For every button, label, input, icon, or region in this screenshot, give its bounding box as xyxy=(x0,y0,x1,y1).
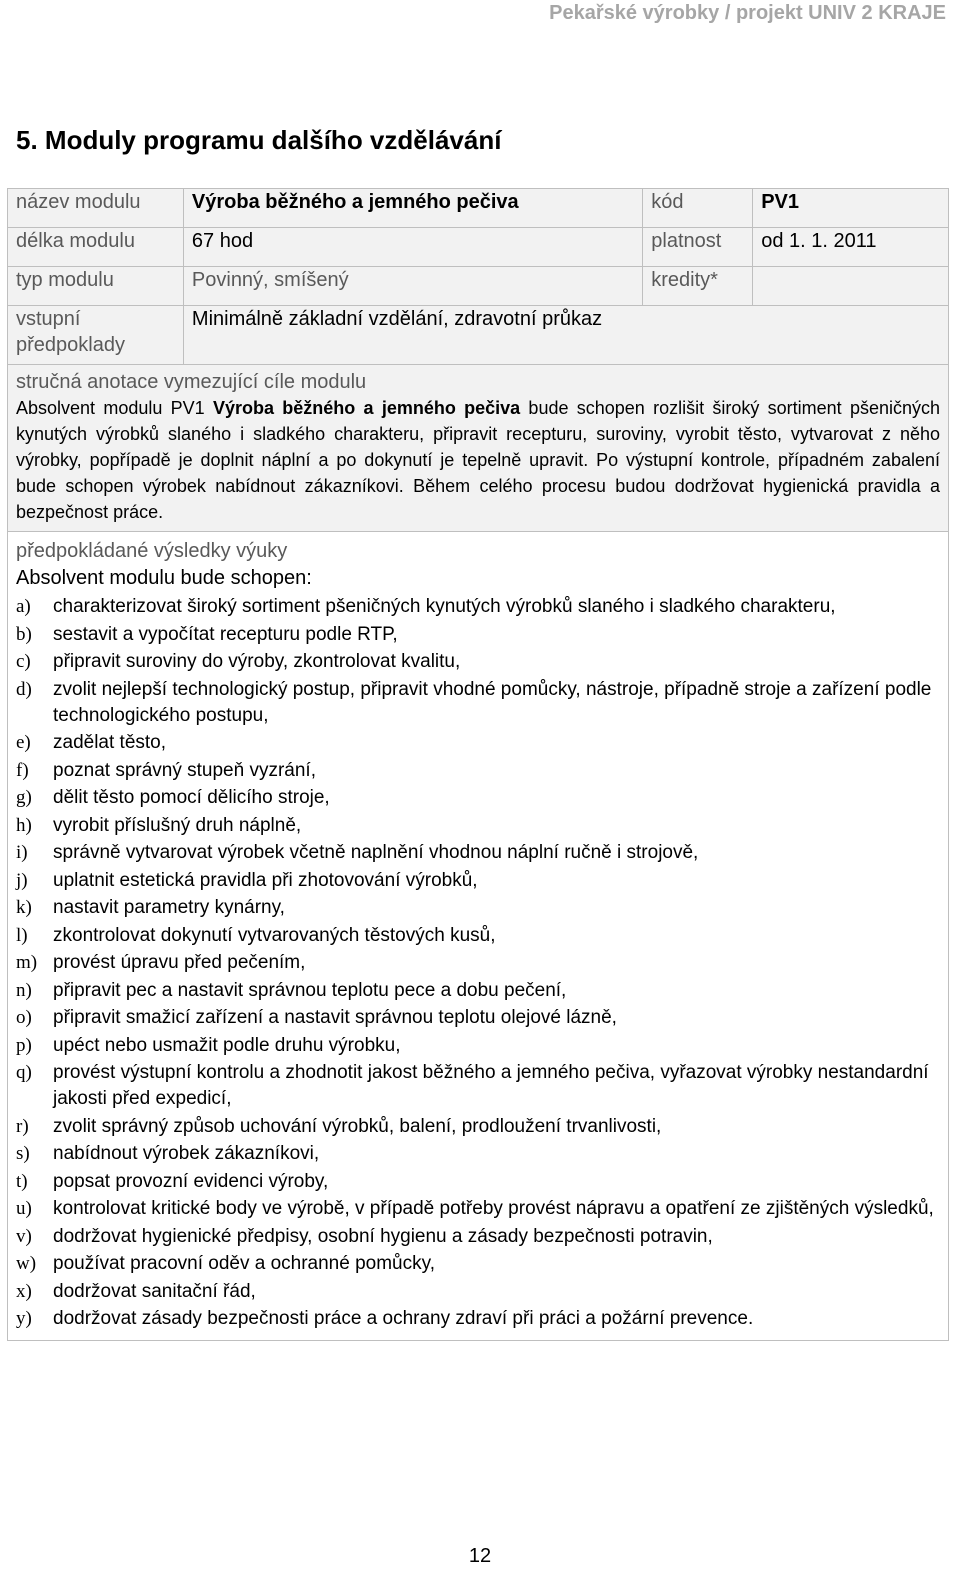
outcome-item xyxy=(16,868,940,894)
outcome-item xyxy=(16,923,940,949)
outcome-text: sestavit a vypočítat recepturu podle RTP, xyxy=(53,623,398,645)
outcome-item xyxy=(16,813,940,839)
outcome-text: dělit těsto pomocí dělicího stroje, xyxy=(53,787,330,808)
row-module-name xyxy=(8,189,949,228)
outcome-letter: h) xyxy=(16,814,32,836)
outcome-text: připravit suroviny do výroby, zkontrolovat kvalitu, xyxy=(53,651,461,672)
outcome-letter: d) xyxy=(16,678,32,700)
module-name-value: Výroba běžného a jemného pečiva xyxy=(183,189,642,228)
page-number: 12 xyxy=(468,1545,492,1567)
outcome-letter: a) xyxy=(16,596,31,617)
outcome-letter: l) xyxy=(16,924,28,946)
outcome-item xyxy=(16,730,940,756)
outcome-letter: b) xyxy=(16,623,32,645)
results-heading: předpokládané výsledky výuky xyxy=(16,540,288,562)
outcome-text: připravit pec a nastavit správnou teplotu pece a dobu pečení, xyxy=(53,979,567,1001)
outcome-text: používat pracovní oděv a ochranné pomůcky, xyxy=(53,1253,435,1274)
outcome-text: zvolit správný způsob uchování výrobků, balení, prodloužení trvanlivosti, xyxy=(53,1115,662,1137)
outcome-letter: g) xyxy=(16,787,32,808)
outcome-letter: o) xyxy=(16,1007,32,1028)
module-name-label: název modulu xyxy=(8,189,184,228)
outcome-text: zvolit nejlepší technologický postup, připravit vhodné pomůcky, nástroje, případně stroje a zařízení podle technologického postupu, xyxy=(53,678,932,726)
outcome-letter: v) xyxy=(16,1225,32,1247)
outcome-letter: w) xyxy=(16,1253,37,1274)
results-cell xyxy=(8,532,949,1341)
row-prerequisites xyxy=(8,306,949,365)
row-results xyxy=(8,532,949,1341)
outcome-text: popsat provozní evidenci výroby, xyxy=(53,1170,329,1192)
outcome-item xyxy=(16,594,940,620)
outcome-item xyxy=(16,758,940,784)
outcome-item xyxy=(16,1169,940,1195)
outcome-item xyxy=(16,1251,940,1277)
outcome-item xyxy=(16,1005,940,1031)
outcome-text: dodržovat zásady bezpečnosti práce a ochrany zdraví při práci a požární prevence. xyxy=(53,1308,754,1329)
outcome-text: poznat správný stupeň vyzrání, xyxy=(53,759,316,781)
outcome-text: připravit smažicí zařízení a nastavit správnou teplotu olejové lázně, xyxy=(53,1007,617,1028)
prerequisites-label-line1: vstupní xyxy=(16,308,81,330)
annotation-module-name: Výroba běžného a jemného pečiva xyxy=(212,398,521,418)
outcome-text: charakterizovat široký sortiment pšeničných kynutých výrobků slaného i sladkého charakteru, xyxy=(53,596,836,617)
outcome-text: provést výstupní kontrolu a zhodnotit jakost běžného a jemného pečiva, vyřazovat výrobky nestandardní jakosti před expedicí, xyxy=(53,1062,929,1109)
outcome-letter: t) xyxy=(16,1170,28,1192)
outcome-item xyxy=(16,950,940,976)
outcome-text: kontrolovat kritické body ve výrobě, v případě potřeby provést nápravu a opatření ze zjištěných výsledků, xyxy=(53,1198,934,1219)
outcome-letter: q) xyxy=(16,1062,32,1083)
outcome-item xyxy=(16,1196,940,1222)
outcome-letter: c) xyxy=(16,651,31,672)
outcome-item xyxy=(16,1060,940,1112)
outcome-letter: y) xyxy=(16,1308,32,1329)
outcome-item xyxy=(16,1224,940,1250)
module-type-value: Povinný, smíšený xyxy=(183,267,642,306)
outcome-text: upéct nebo usmažit podle druhu výrobku, xyxy=(53,1034,401,1056)
validity-value: od 1. 1. 2011 xyxy=(753,228,949,267)
outcome-letter: n) xyxy=(16,979,32,1001)
outcome-text: provést úpravu před pečením, xyxy=(53,952,306,973)
outcome-text: dodržovat sanitační řád, xyxy=(53,1280,256,1302)
outcome-text: uplatnit estetická pravidla při zhotovování výrobků, xyxy=(53,869,478,891)
outcome-text: dodržovat hygienické předpisy, osobní hygienu a zásady bezpečnosti potravin, xyxy=(53,1225,713,1247)
code-value: PV1 xyxy=(753,189,949,228)
prerequisites-label-line2: předpoklady xyxy=(16,334,125,356)
code-label: kód xyxy=(643,189,753,228)
outcome-letter: p) xyxy=(16,1034,32,1056)
annotation-heading: stručná anotace vymezující cíle modulu xyxy=(16,371,367,393)
outcome-text: zadělat těsto, xyxy=(53,732,167,753)
annotation-text-part1: Absolvent modulu PV1 xyxy=(16,398,213,418)
module-table xyxy=(7,188,949,1341)
outcome-letter: x) xyxy=(16,1280,32,1302)
module-length-value: 67 hod xyxy=(183,228,642,267)
outcome-letter: j) xyxy=(16,869,28,891)
outcome-text: zkontrolovat dokynutí vytvarovaných těstových kusů, xyxy=(53,924,496,946)
section-title: 5. Moduly programu dalšího vzdělávání xyxy=(16,125,502,155)
outcome-item xyxy=(16,785,940,811)
credits-value xyxy=(753,267,949,306)
outcome-letter: u) xyxy=(16,1198,32,1219)
credits-label: kredity* xyxy=(643,267,753,306)
validity-label: platnost xyxy=(643,228,753,267)
outcome-letter: e) xyxy=(16,732,31,753)
outcome-letter: m) xyxy=(16,952,38,973)
outcome-text: vyrobit příslušný druh náplně, xyxy=(53,814,302,836)
annotation-text-part2: bude schopen rozlišit široký sortiment pšeničných kynutých výrobků slaného i sladkého charakteru, připravit recepturu, suroviny, vyrobit těsto, vytvarovat z něho výrobky, popřípadě je doplnit náplní a po dokynutí je tepelně upravit. Po výstupní kontrole, případném zabalení bude schopen výrobek nabídnout zákazníkovi. Během celého procesu budou dodržovat hygienická pravidla a bezpečnost práce. xyxy=(16,398,940,522)
outcome-item xyxy=(16,895,940,921)
running-header: Pekařské výrobky / projekt UNIV 2 KRAJE xyxy=(549,2,946,24)
outcome-item xyxy=(16,1114,940,1140)
annotation-text xyxy=(16,395,940,525)
outcome-item xyxy=(16,840,940,866)
module-length-label: délka modulu xyxy=(8,228,184,267)
outcome-item xyxy=(16,978,940,1004)
outcome-item xyxy=(16,1033,940,1059)
outcome-letter: k) xyxy=(16,897,32,918)
outcomes-list xyxy=(16,594,940,1332)
outcome-text: nastavit parametry kynárny, xyxy=(53,897,285,918)
outcome-letter: r) xyxy=(16,1115,29,1137)
outcome-item xyxy=(16,649,940,675)
outcome-item xyxy=(16,677,940,729)
row-module-length xyxy=(8,228,949,267)
annotation-cell xyxy=(8,365,949,532)
outcome-letter: f) xyxy=(16,759,29,781)
outcome-item xyxy=(16,622,940,648)
row-annotation xyxy=(8,365,949,532)
prerequisites-label xyxy=(8,306,184,365)
outcome-item xyxy=(16,1141,940,1167)
outcome-item xyxy=(16,1306,940,1332)
outcome-letter: s) xyxy=(16,1143,30,1164)
outcome-letter: i) xyxy=(16,842,28,863)
outcome-text: správně vytvarovat výrobek včetně naplnění vhodnou náplní ručně i strojově, xyxy=(53,842,699,863)
outcome-text: nabídnout výrobek zákazníkovi, xyxy=(53,1143,320,1164)
row-module-type xyxy=(8,267,949,306)
prerequisites-value: Minimálně základní vzdělání, zdravotní průkaz xyxy=(183,306,948,365)
outcome-item xyxy=(16,1279,940,1305)
results-intro: Absolvent modulu bude schopen: xyxy=(16,567,312,589)
module-type-label: typ modulu xyxy=(8,267,184,306)
